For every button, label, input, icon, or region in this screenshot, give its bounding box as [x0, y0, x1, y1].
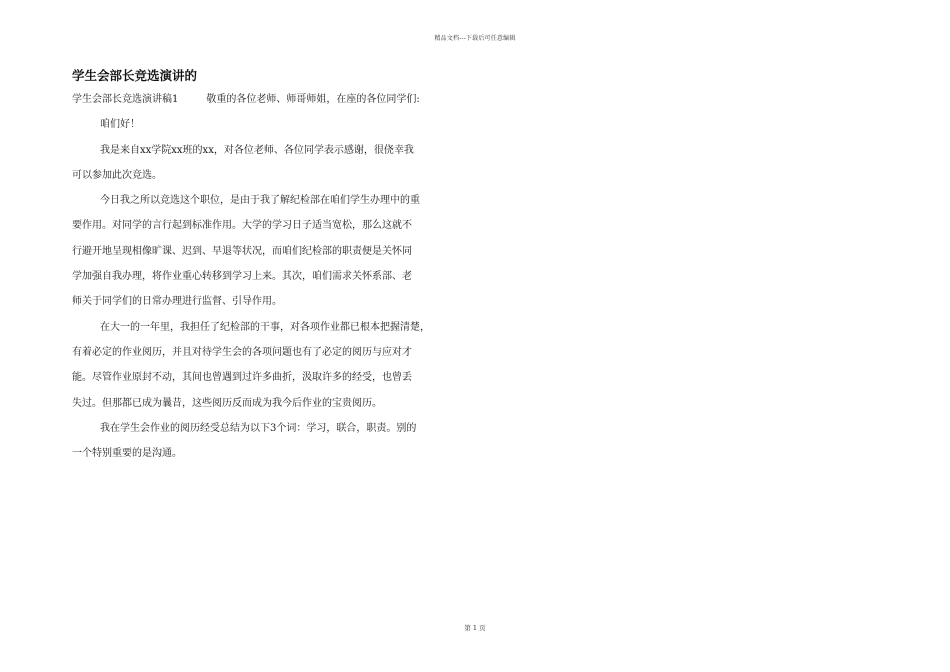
document-title: 学生会部长竞选演讲的	[72, 68, 198, 83]
header-note: 精品文档---下载后可任意编辑	[434, 35, 516, 42]
paragraph-line: 可以参加此次竞选。	[72, 169, 162, 181]
paragraph-line: 学加强自我办理，将作业重心转移到学习上来。其次，咱们需求关怀系部、老	[72, 271, 412, 283]
paragraph-line: 我在学生会作业的阅历经受总结为以下3个词：学习，联合，职责。别的	[100, 422, 417, 434]
subtitle: 学生会部长竞选演讲稿1	[72, 94, 179, 105]
paragraph-line: 一个特别重要的是沟通。	[72, 448, 182, 460]
paragraph-line: 师关于同学们的日常办理进行监督、引导作用。	[72, 296, 282, 308]
page-number: 第 1 页	[464, 624, 486, 632]
salutation: 敬重的各位老师、师哥师姐，在座的各位同学们:	[206, 94, 420, 105]
paragraph-line: 我是来自xx学院xx班的xx，对各位老师、各位同学表示感谢，很侥幸我	[100, 144, 414, 156]
document-body	[72, 87, 464, 466]
paragraph-line: 能。尽管作业原封不动，其间也曾遇到过许多曲折，汲取许多的经受，也曾丢	[72, 372, 412, 384]
paragraph-line: 咱们好！	[100, 119, 140, 131]
paragraph-line: 要作用。对同学的言行起到标准作用。大学的学习日子适当宽松，那么这就不	[72, 220, 412, 232]
paragraph-line: 有着必定的作业阅历，并且对待学生会的各项问题也有了必定的阅历与应对才	[72, 346, 412, 358]
paragraph-line: 行避开地呈现相像旷课、迟到、早退等状况，而咱们纪检部的职责便是关怀同	[72, 245, 412, 257]
paragraph-line: 失过。但那都已成为曩昔，这些阅历反而成为我今后作业的宝贵阅历。	[72, 397, 382, 409]
paragraph-line: 今日我之所以竞选这个职位，是由于我了解纪检部在咱们学生办理中的重	[100, 195, 420, 207]
paragraph-line: 在大一的一年里，我担任了纪检部的干事，对各项作业都已根本把握清楚，	[100, 321, 430, 333]
subtitle-line	[72, 87, 464, 112]
